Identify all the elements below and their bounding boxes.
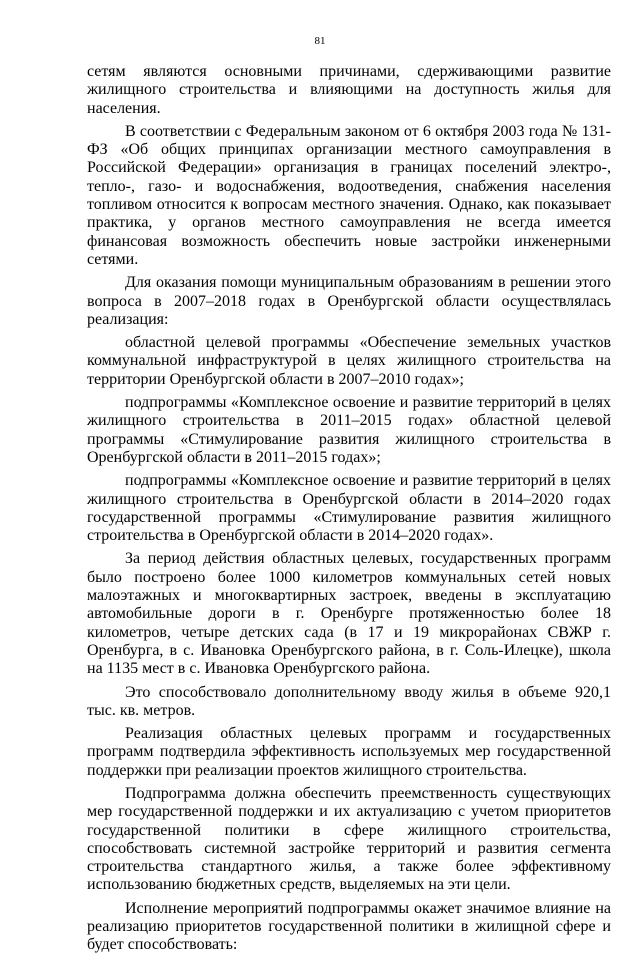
paragraph-continuation: сетям являются основными причинами, сдерживающими развитие жилищного строительства и влияющими на доступность жилья для населения. <box>87 63 611 117</box>
paragraph-regional-program: областной целевой программы «Обеспечение земельных участков коммунальной инфраструктурой в целях жилищного строительства на территории Оренбургской области в 2007–2010 годах»; <box>87 334 611 388</box>
paragraph-housing-volume: Это способствовало дополнительному вводу жилья в объеме 920,1 тыс. кв. метров. <box>87 683 611 719</box>
paragraph-subprogram-2014: подпрограммы «Комплексное освоение и развитие территорий в целях жилищного строительства в Оренбургской области в 2014–2020 годах государственной программы «Стимулирование развития жилищного строительства в Оренбургской области в 2014–2020 годах». <box>87 472 611 545</box>
paragraph-assistance: Для оказания помощи муниципальным образованиям в решении этого вопроса в 2007–2018 годах в Оренбургской области осуществлялась реализация: <box>87 274 611 328</box>
paragraph-results: За период действия областных целевых, государственных программ было построено более 1000 километров коммунальных сетей новых малоэтажных и многоквартирных застроек, введены в эксплуатацию автомобильные дороги в г. Оренбурге протяженностью более 18 километров, четыре детских сада (в 17 и 19 микрорайонах СВЖР г. Оренбурга, в с. Ивановка Оренбургского района, в г. Соль-Илецке), школа на 1135 мест в с. Ивановка Оренбургского района. <box>87 550 611 678</box>
page-number: 81 <box>314 35 326 47</box>
paragraph-subprogram-2011: подпрограммы «Комплексное освоение и развитие территорий в целях жилищного строительства в 2011–2015 годах» областной целевой программы «Стимулирование развития жилищного строительства в Оренбургской области в 2011–2015 годах»; <box>87 394 611 466</box>
paragraph-continuity: Подпрограмма должна обеспечить преемственность существующих мер государственной поддержки и их актуализацию с учетом приоритетов государственной политики в сфере жилищного строительства, способствовать системной застройке территорий и развития сегмента строительства стандартного жилья, а также более эффективному использованию бюджетных средств, выделяемых на эти цели. <box>87 784 611 894</box>
paragraph-effectiveness: Реализация областных целевых программ и государственных программ подтвердила эффективность используемых мер государственной поддержки при реализации проектов жилищного строительства. <box>87 725 611 779</box>
paragraph-federal-law: В соответствии с Федеральным законом от 6 октября 2003 года № 131-ФЗ «Об общих принципах организации местного самоуправления в Российской Федерации» организация в границах поселений электро-, тепло-, газо- и водоснабжения, водоотведения, снабжения населения топливом относится к вопросам местного значения. Однако, как показывает практика, у органов местного самоуправления не всегда имеется финансовая возможность обеспечить новые застройки инженерными сетями. <box>87 122 611 268</box>
paragraph-impact: Исполнение мероприятий подпрограммы окажет значимое влияние на реализацию приоритетов государственной политики в жилищной сфере и будет способствовать: <box>87 899 611 954</box>
document-body <box>87 63 611 960</box>
